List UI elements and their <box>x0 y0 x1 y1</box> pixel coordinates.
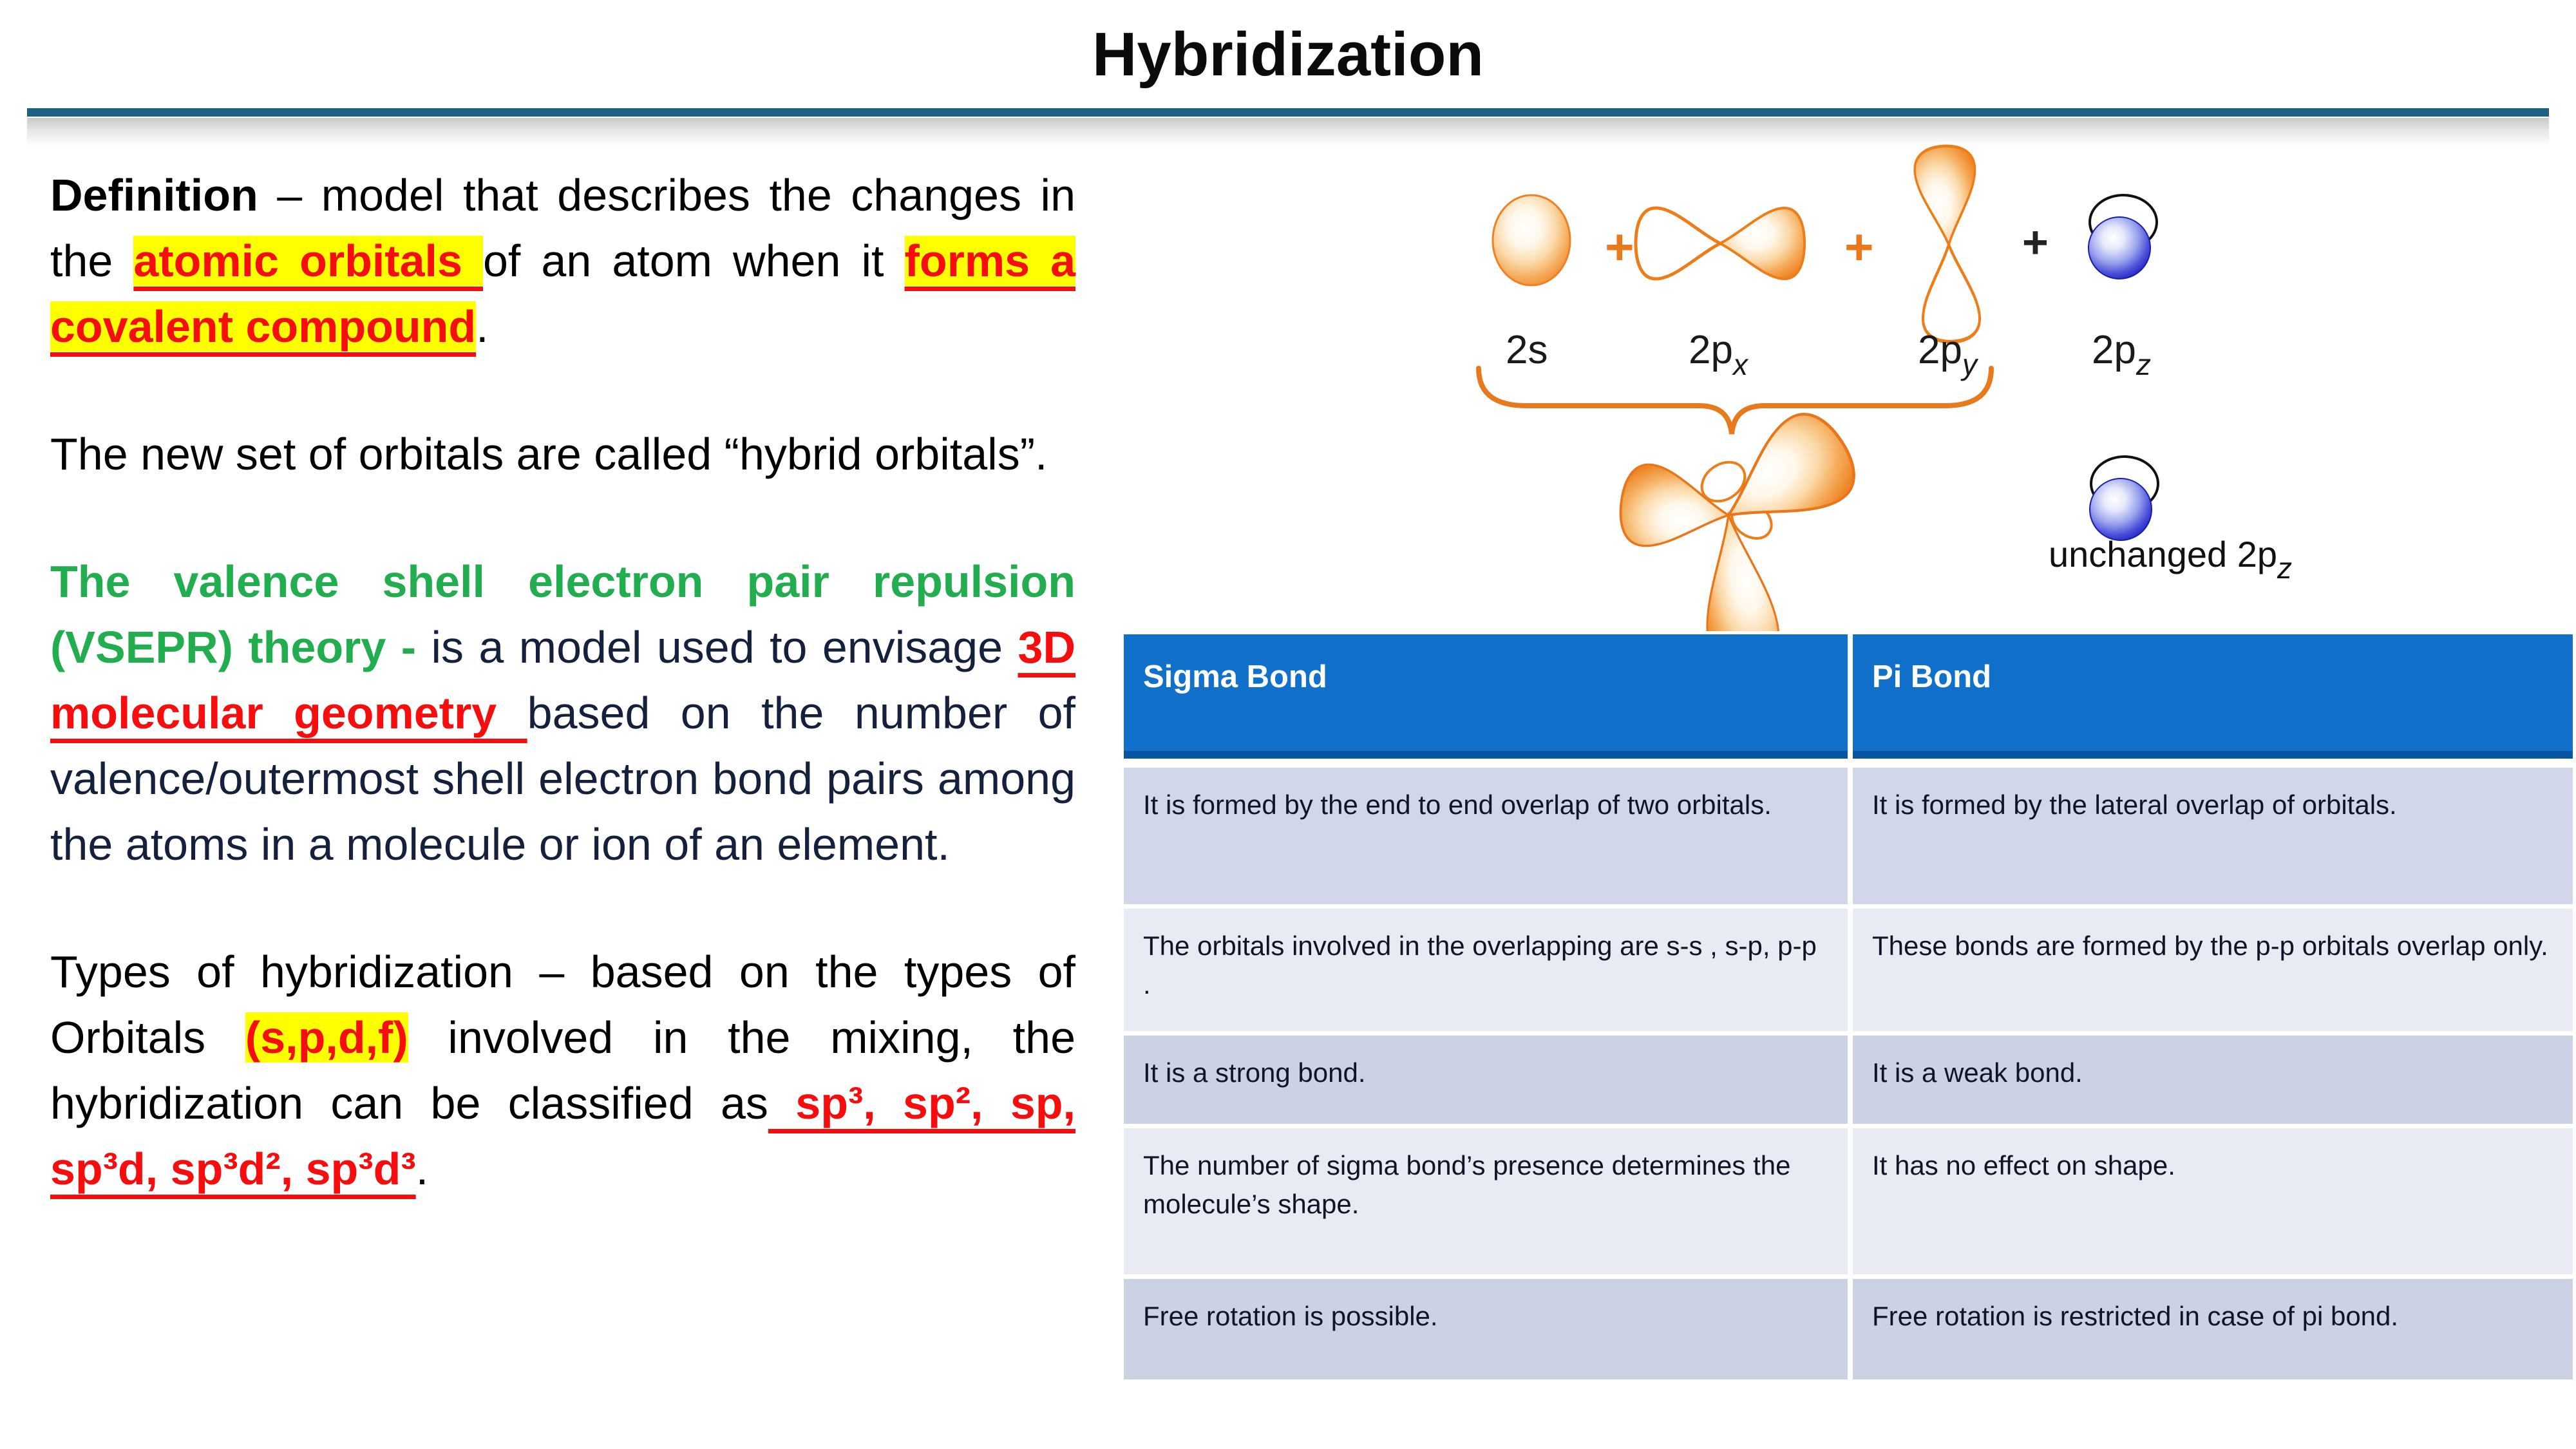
table-row <box>1124 768 2573 904</box>
title-rule-line <box>27 108 2549 117</box>
table-row <box>1124 1279 2573 1379</box>
label-2p-text: 2p <box>2092 328 2136 372</box>
vsepr-text-2: based on the number of valence/outermost shell electron bond pairs among the atoms in a molecule or ion of an element. <box>50 688 1075 869</box>
2py-orbital-icon <box>1913 144 1980 343</box>
unchanged-2pz-orbital-icon <box>2090 457 2158 540</box>
2s-orbital-icon <box>1493 195 1570 285</box>
label-sub-x: x <box>1732 348 1748 381</box>
paragraph-vsepr <box>50 549 1075 877</box>
table-header-row <box>1124 634 2573 759</box>
types-text-2: involved in the mixing, the hybridization can be classified as <box>50 1012 1075 1128</box>
definition-text-block <box>50 162 1075 1264</box>
definition-text: – model that describes the changes in the <box>50 170 1075 286</box>
table-cell-sigma: The number of sigma bond’s presence determines the molecule’s shape. <box>1124 1128 1848 1274</box>
table-cell-pi: It is formed by the lateral overlap of orbitals. <box>1853 768 2573 904</box>
highlight-atomic-orbitals: atomic orbitals <box>133 236 483 286</box>
unchanged-text: unchanged 2p <box>2048 534 2277 574</box>
table-cell-pi: Free rotation is restricted in case of pi bond. <box>1853 1279 2573 1379</box>
label-sub-z: z <box>2136 348 2151 381</box>
label-unchanged-2pz <box>2003 533 2338 585</box>
2px-orbital-icon <box>1636 208 1804 279</box>
definition-period: . <box>476 301 489 352</box>
table-header-sigma: Sigma Bond <box>1124 634 1848 759</box>
page-title: Hybridization <box>1092 20 1484 89</box>
2pz-orbital-icon <box>2088 195 2157 279</box>
table-row <box>1124 1036 2573 1124</box>
sp-hybridization-list: sp³, sp², sp, sp³d, sp³d², sp³d³ <box>50 1078 1075 1194</box>
label-2s-text: 2s <box>1506 328 1548 372</box>
plus-sign: + <box>2022 217 2049 267</box>
paragraph-types-of-hybridization <box>50 939 1075 1202</box>
vsepr-green-text: The valence shell electron pair repulsion (VSEPR) theory - <box>50 556 1075 672</box>
table-cell-sigma: It is a strong bond. <box>1124 1036 1848 1124</box>
table-row <box>1124 1128 2573 1274</box>
label-2py <box>1918 327 1977 382</box>
label-2s <box>1506 327 1548 373</box>
hybrid-orbitals-icon <box>1616 402 1868 631</box>
table-cell-pi: These bonds are formed by the p-p orbitals overlap only. <box>1853 909 2573 1031</box>
types-period: . <box>415 1144 429 1194</box>
table-header-pi: Pi Bond <box>1853 634 2573 759</box>
highlight-spdf: (s,p,d,f) <box>245 1012 408 1063</box>
table-cell-pi: It is a weak bond. <box>1853 1036 2573 1124</box>
types-text: Types of hybridization – based on the types of Orbitals <box>50 947 1075 1063</box>
label-2p-text: 2p <box>1689 328 1733 372</box>
label-2p-text: 2p <box>1918 328 1962 372</box>
paragraph-hybrid-orbitals: The new set of orbitals are called “hybrid orbitals”. <box>50 429 1048 479</box>
definition-lead: Definition <box>50 170 258 220</box>
table-cell-sigma: It is formed by the end to end overlap of two orbitals. <box>1124 768 1848 904</box>
plus-sign: + <box>1844 218 1874 275</box>
orbital-diagram <box>1436 142 2402 631</box>
sigma-pi-table <box>1124 634 2573 1379</box>
highlight-3d-molecular-geometry: 3D molecular geometry <box>50 622 1075 738</box>
label-2px <box>1689 327 1748 382</box>
definition-text-2: of an atom when it <box>482 236 905 286</box>
vsepr-text: is a model used to envisage <box>431 622 1018 672</box>
label-sub-y: y <box>1962 348 1977 381</box>
unchanged-sub-z: z <box>2277 551 2292 585</box>
table-cell-sigma: The orbitals involved in the overlapping are s-s , s-p, p-p . <box>1124 909 1848 1031</box>
highlight-forms-covalent-compound: forms a covalent compound <box>50 236 1076 352</box>
label-2pz <box>2092 327 2151 382</box>
table-row <box>1124 909 2573 1031</box>
table-cell-pi: It has no effect on shape. <box>1853 1128 2573 1274</box>
table-cell-sigma: Free rotation is possible. <box>1124 1279 1848 1379</box>
paragraph-definition <box>50 162 1075 359</box>
plus-sign: + <box>1605 218 1634 275</box>
